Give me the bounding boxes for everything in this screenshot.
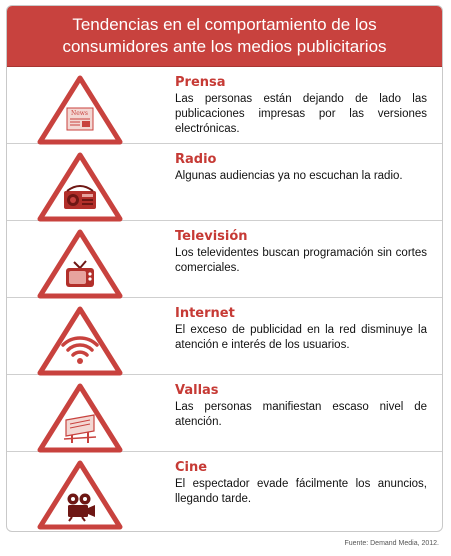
list-item-television [7, 221, 442, 298]
media-list [7, 67, 442, 532]
warning-triangle-icon [36, 151, 124, 223]
header-banner [7, 6, 442, 67]
warning-triangle-icon [36, 382, 124, 454]
item-title: Televisión [175, 229, 248, 244]
list-item-vallas [7, 375, 442, 452]
list-item-prensa [7, 67, 442, 144]
television-icon [36, 228, 124, 300]
newspaper-icon [36, 74, 124, 146]
source-note: Fuente: Demand Media, 2012. [344, 540, 439, 547]
radio-icon [36, 151, 124, 223]
item-text [175, 151, 427, 184]
warning-triangle-icon [36, 74, 124, 146]
wifi-icon [36, 305, 124, 377]
list-item-internet [7, 298, 442, 375]
item-text [175, 382, 427, 430]
newspaper-label: News [71, 110, 89, 117]
warning-triangle-icon [36, 305, 124, 377]
item-title: Prensa [175, 75, 226, 90]
page-title [44, 14, 404, 58]
warning-triangle-icon [36, 459, 124, 531]
billboard-icon [36, 382, 124, 454]
item-text [175, 228, 427, 276]
item-description: Las personas manifiestan escaso nivel de atención. [175, 401, 427, 428]
warning-triangle-icon [36, 228, 124, 300]
item-title: Internet [175, 306, 235, 321]
item-title: Cine [175, 460, 208, 475]
infographic-card [6, 5, 443, 532]
title-line-2: consumidores ante los medios publicitarios [62, 37, 387, 56]
item-title: Vallas [175, 383, 219, 398]
item-description: Las personas están dejando de lado las publicaciones impresas por las versiones electrónicas. [175, 93, 427, 135]
item-text [175, 305, 427, 353]
item-description: Algunas audiencias ya no escuchan la radio. [175, 170, 403, 182]
title-line-1: Tendencias en el comportamiento de los [72, 15, 377, 34]
list-item-radio [7, 144, 442, 221]
list-item-cine [7, 452, 442, 532]
item-description: Los televidentes buscan programación sin cortes comerciales. [175, 247, 427, 274]
film-camera-icon [36, 459, 124, 531]
item-text [175, 459, 427, 507]
item-description: El espectador evade fácilmente los anuncios, llegando tarde. [175, 478, 427, 505]
item-description: El exceso de publicidad en la red disminuye la atención e interés de los usuarios. [175, 324, 427, 351]
item-title: Radio [175, 152, 217, 167]
item-text [175, 74, 427, 137]
